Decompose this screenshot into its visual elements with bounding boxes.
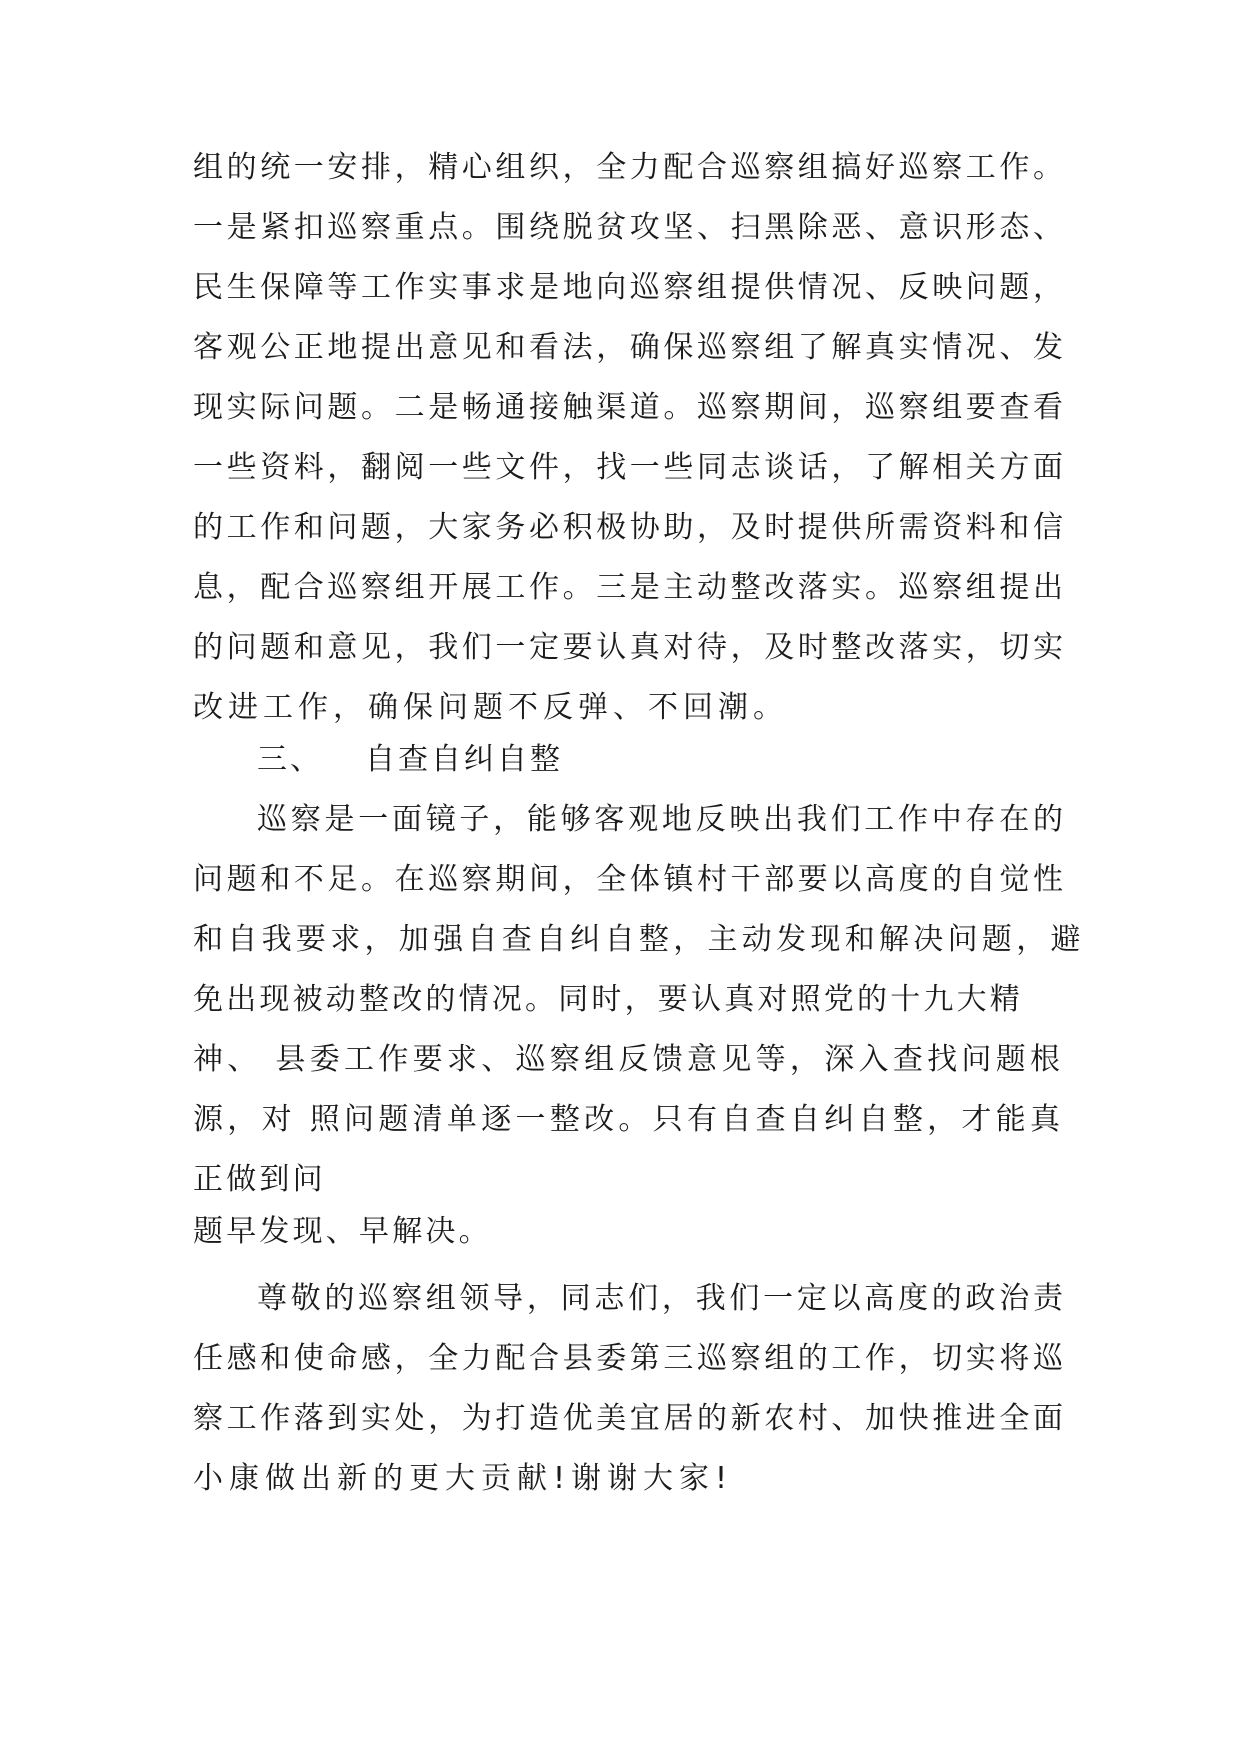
- paragraph-line: 源，对 照问题清单逐一整改。只有自查自纠自整，才能真: [193, 1102, 1065, 1137]
- paragraph-line: 的工作和问题，大家务必积极协助，及时提供所需资料和信: [193, 510, 1063, 545]
- section-heading: [257, 741, 563, 779]
- paragraph-line: 组的统一安排，精心组织，全力配合巡察组搞好巡察工作。: [193, 150, 1063, 185]
- paragraph-line: 改进工作，确保问题不反弹、不回潮。: [193, 690, 788, 725]
- paragraph-line: 民生保障等工作实事求是地向巡察组提供情况、反映问题，: [193, 270, 1063, 305]
- paragraph-line: 客观公正地提出意见和看法，确保巡察组了解真实情况、发: [193, 330, 1063, 365]
- paragraph-line: 息，配合巡察组开展工作。三是主动整改落实。巡察组提出: [193, 570, 1063, 605]
- paragraph-line: 现实际问题。二是畅通接触渠道。巡察期间，巡察组要查看: [193, 390, 1063, 425]
- paragraph-line: 正做到问: [193, 1162, 326, 1197]
- paragraph-line: 一些资料，翻阅一些文件，找一些同志谈话，了解相关方面: [193, 450, 1063, 485]
- paragraph-line: 的问题和意见，我们一定要认真对待，及时整改落实，切实: [193, 630, 1063, 665]
- paragraph-line: 题早发现、早解决。: [193, 1214, 492, 1249]
- section-title: 自查自纠自整: [365, 742, 563, 777]
- paragraph-line: 神、 县委工作要求、巡察组反馈意见等，深入查找问题根: [193, 1042, 1065, 1077]
- paragraph-line: 小康做出新的更大贡献!谢谢大家!: [193, 1461, 734, 1496]
- paragraph-line: 察工作落到实处，为打造优美宜居的新农村、加快推进全面: [193, 1401, 1063, 1436]
- paragraph-line: 尊敬的巡察组领导，同志们，我们一定以高度的政治责: [257, 1281, 1063, 1316]
- paragraph-line: 问题和不足。在巡察期间，全体镇村干部要以高度的自觉性: [193, 862, 1063, 897]
- paragraph-line: 一是紧扣巡察重点。围绕脱贫攻坚、扫黑除恶、意识形态、: [193, 210, 1063, 245]
- paragraph-line: 任感和使命感，全力配合县委第三巡察组的工作，切实将巡: [193, 1341, 1063, 1376]
- paragraph-line: 和自我要求，加强自查自纠自整，主动发现和解决问题，避: [193, 922, 1085, 957]
- paragraph-line: 免出现被动整改的情况。同时，要认真对照党的十九大精: [193, 982, 1023, 1017]
- paragraph-line: 巡察是一面镜子，能够客观地反映出我们工作中存在的: [257, 802, 1063, 837]
- section-number: 三、: [257, 742, 323, 777]
